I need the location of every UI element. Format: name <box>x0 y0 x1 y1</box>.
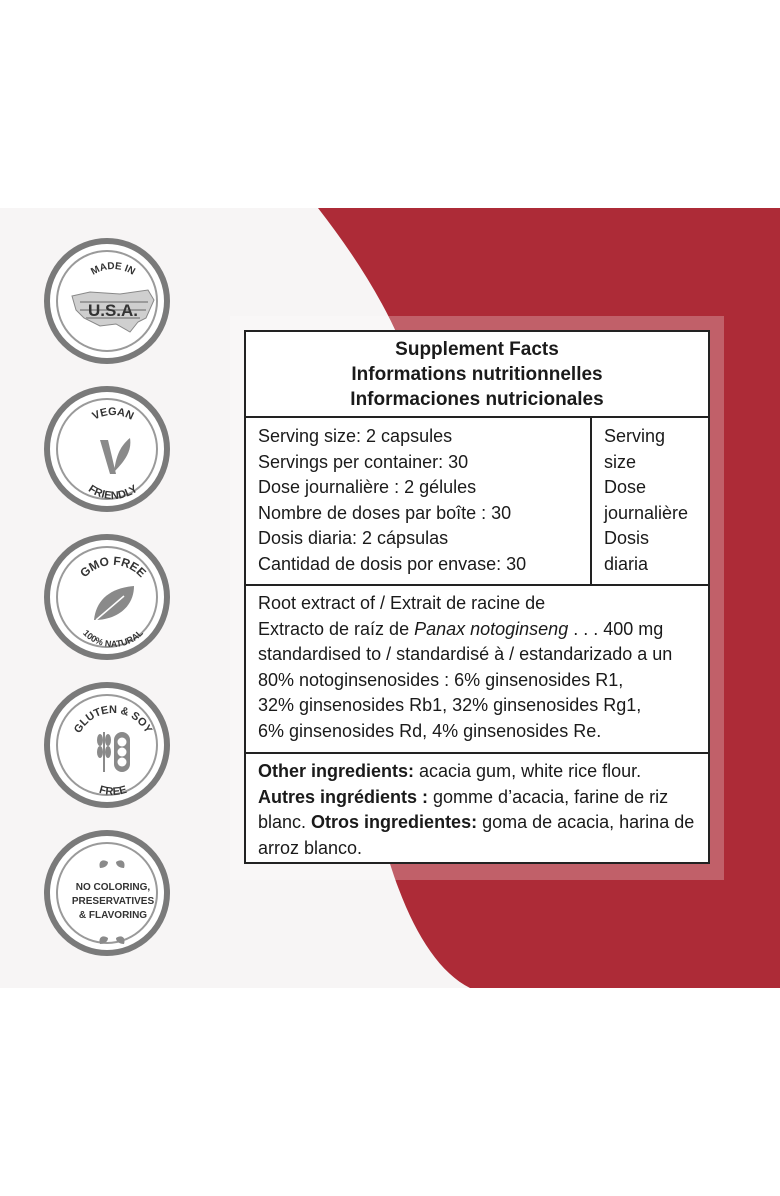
serving-header-line: journalière <box>604 502 689 523</box>
serving-details <box>246 418 592 584</box>
extract-line-5: 32% ginsenosides Rb1, 32% ginsenosides Rg1, <box>258 695 642 715</box>
gluten-soy-free-badge <box>44 682 170 808</box>
extract-section <box>246 586 708 754</box>
no-coloring-badge <box>44 830 170 956</box>
facts-title-es: Informaciones nutricionales <box>350 389 604 410</box>
facts-title-en: Supplement Facts <box>395 339 559 360</box>
other-label-fr: Autres ingrédients : <box>258 786 429 807</box>
badge-line-3: & FLAVORING <box>78 910 148 921</box>
product-panel <box>0 208 780 988</box>
serving-line: Dosis diaria: 2 cápsulas <box>258 528 449 548</box>
facts-title <box>246 332 708 418</box>
badge-top-text: VEGAN <box>90 405 136 423</box>
serving-header-line: Dose <box>604 477 647 497</box>
leaf-icon <box>94 586 134 620</box>
serving-column-header <box>592 418 708 584</box>
other-label-en: Other ingredients: <box>258 761 415 781</box>
other-text-en: acacia gum, white rice flour. <box>414 761 642 781</box>
serving-line: Cantidad de dosis por envase: 30 <box>258 553 527 574</box>
serving-header-line: Dosis <box>604 528 650 548</box>
gmo-free-badge <box>44 534 170 660</box>
made-in-usa-badge <box>44 238 170 364</box>
badge-bottom-text: 100% NATURAL <box>81 627 145 650</box>
wheat-soy-icon <box>97 732 130 772</box>
extract-line-6: 6% ginsenosides Rd, 4% ginsenosides Re. <box>258 720 602 741</box>
extract-line-1: Root extract of / Extrait de racine de <box>258 593 546 613</box>
supplement-facts-table <box>244 330 710 864</box>
facts-title-fr: Informations nutritionnelles <box>351 364 603 385</box>
badge-top-text: GMO FREE <box>77 553 149 581</box>
serving-line: Nombre de doses par boîte : 30 <box>258 502 512 523</box>
extract-line-3: standardised to / standardisé à / estandarizado a un <box>258 644 673 664</box>
serving-line: Servings per container: 30 <box>258 451 469 472</box>
other-text-es: goma de acacia, harina de arroz blanco. <box>258 812 695 858</box>
badge-main-text: U.S.A. <box>87 301 139 320</box>
other-ingredients-section <box>246 754 708 861</box>
extract-line-4: 80% notoginsenosides : 6% ginsenosides R1, <box>258 669 624 690</box>
badge-line-2: PRESERVATIVES <box>71 896 155 907</box>
serving-header-line: diaria <box>604 553 649 574</box>
extract-species: Panax notoginseng <box>414 618 569 639</box>
vegan-leaf-icon <box>100 438 130 474</box>
extract-amount: . . . 400 mg <box>568 618 664 639</box>
serving-line: Dose journalière : 2 gélules <box>258 477 477 497</box>
serving-header-line: size <box>604 451 637 472</box>
badge-top-text: GLUTEN & SOY <box>71 704 155 736</box>
badge-bottom-text: FREE <box>97 783 129 799</box>
extract-line-2 <box>258 617 708 643</box>
extract-prefix: Extracto de raíz de <box>258 618 415 639</box>
serving-line: Serving size: 2 capsules <box>258 426 453 446</box>
serving-header-line: Serving <box>604 426 666 446</box>
badge-line-1: NO COLORING, <box>75 882 151 893</box>
badge-bottom-text: FRIENDLY <box>86 482 140 503</box>
other-label-es: Otros ingredientes: <box>311 812 478 832</box>
vegan-friendly-badge <box>44 386 170 512</box>
other-text-fr: gomme d’acacia, farine de riz blanc. <box>258 786 669 832</box>
serving-section <box>246 418 708 586</box>
badge-top-text: MADE IN <box>89 260 137 278</box>
